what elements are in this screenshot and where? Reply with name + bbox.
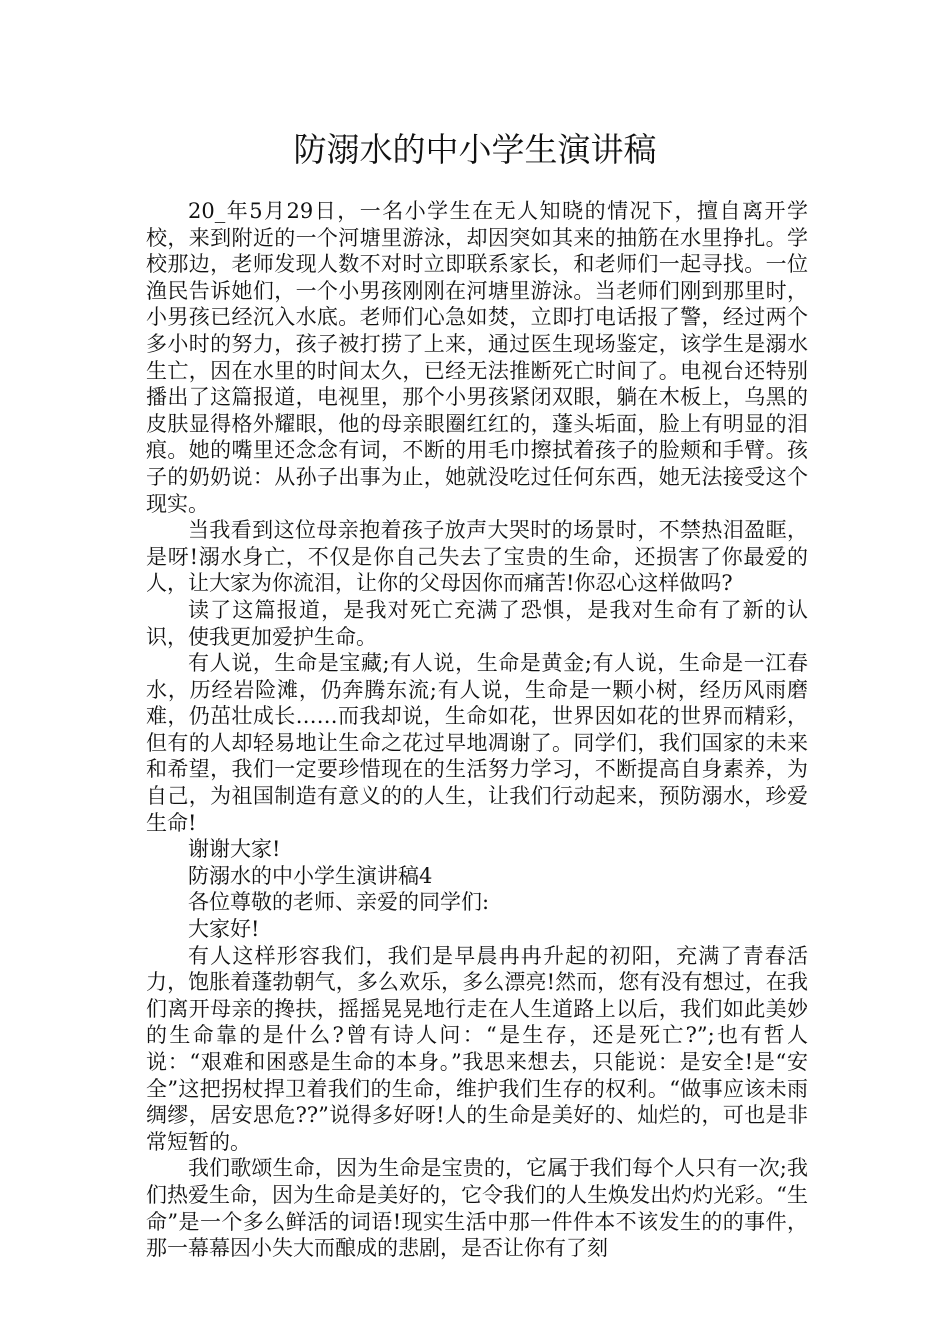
section-heading: 防溺水的中小学生演讲稿4 (188, 863, 433, 888)
document-title: 防溺水的中小学生演讲稿 (293, 130, 657, 169)
paragraph: 有人这样形容我们，我们是早晨冉冉升起的初阳，充满了青春活力，饱胀着蓬勃朝气，多么欢乐，多么漂亮!然而，您有没有想过，在我们离开母亲的搀扶，摇摇晃晃地行走在人生道路上以后，我们如此美妙的生命靠的是什么?曾有诗人问：“是生存，还是死亡?”;也有哲人说：“艰难和困惑是生命的本身。”我思来想去，只能说：是安全!是“安全”这把拐杖捍卫着我们的生命，维护我们生存的权利。“做事应该未雨绸缪，居安思危??”说得多好呀!人的生命是美好的、灿烂的，可也是非常短暂的。 (146, 943, 808, 1154)
salutation: 各位尊敬的老师、亲爱的同学们: (188, 890, 490, 915)
paragraph: 当我看到这位母亲抱着孩子放声大哭时的场景时，不禁热泪盈眶，是呀!溺水身亡，不仅是你自己失去了宝贵的生命，还损害了你最爱的人，让大家为你流泪，让你的父母因你而痛苦!你忍心这样做吗? (146, 518, 808, 596)
greeting: 大家好! (188, 917, 260, 942)
paragraph: 我们歌颂生命，因为生命是宝贵的，它属于我们每个人只有一次;我们热爱生命，因为生命是美好的，它令我们的人生焕发出灼灼光彩。“生命”是一个多么鲜活的词语!现实生活中那一件件本不该发生的的事件，那一幕幕因小失大而酿成的悲剧，是否让你有了刻 (146, 1156, 808, 1261)
paragraph: 谢谢大家! (188, 837, 281, 862)
paragraph: 20_年5月29日，一名小学生在无人知晓的情况下，擅自离开学校，来到附近的一个河塘里游泳，却因突如其来的抽筋在水里挣扎。学校那边，老师发现人数不对时立即联系家长，和老师们一起寻找。一位渔民告诉她们，一个小男孩刚刚在河塘里游泳。当老师们刚到那里时，小男孩已经沉入水底。老师们心急如焚，立即打电话报了警，经过两个多小时的努力，孩子被打捞了上来，通过医生现场鉴定，该学生是溺水生亡，因在水里的时间太久，已经无法推断死亡时间了。电视台还特别播出了这篇报道，电视里，那个小男孩紧闭双眼，躺在木板上，乌黑的皮肤显得格外耀眼，他的母亲眼圈红红的，蓬头垢面，脸上有明显的泪痕。她的嘴里还念念有词，不断的用毛巾擦拭着孩子的脸颊和手臂。孩子的奶奶说：从孙子出事为止，她就没吃过任何东西，她无法接受这个现实。 (146, 199, 808, 516)
paragraph: 有人说，生命是宝藏;有人说，生命是黄金;有人说，生命是一江春水，历经岩险滩，仍奔腾东流;有人说，生命是一颗小树，经历风雨磨难，仍茁壮成长……而我却说，生命如花，世界因如花的世界而精彩，但有的人却轻易地让生命之花过早地凋谢了。同学们，我们国家的未来和希望，我们一定要珍惜现在的生活努力学习，不断提高自身素养，为自己，为祖国制造有意义的的人生，让我们行动起来，预防溺水，珍爱生命! (146, 651, 808, 835)
document-body (146, 198, 808, 1262)
paragraph: 读了这篇报道，是我对死亡充满了恐惧，是我对生命有了新的认识，使我更加爱护生命。 (146, 597, 808, 649)
